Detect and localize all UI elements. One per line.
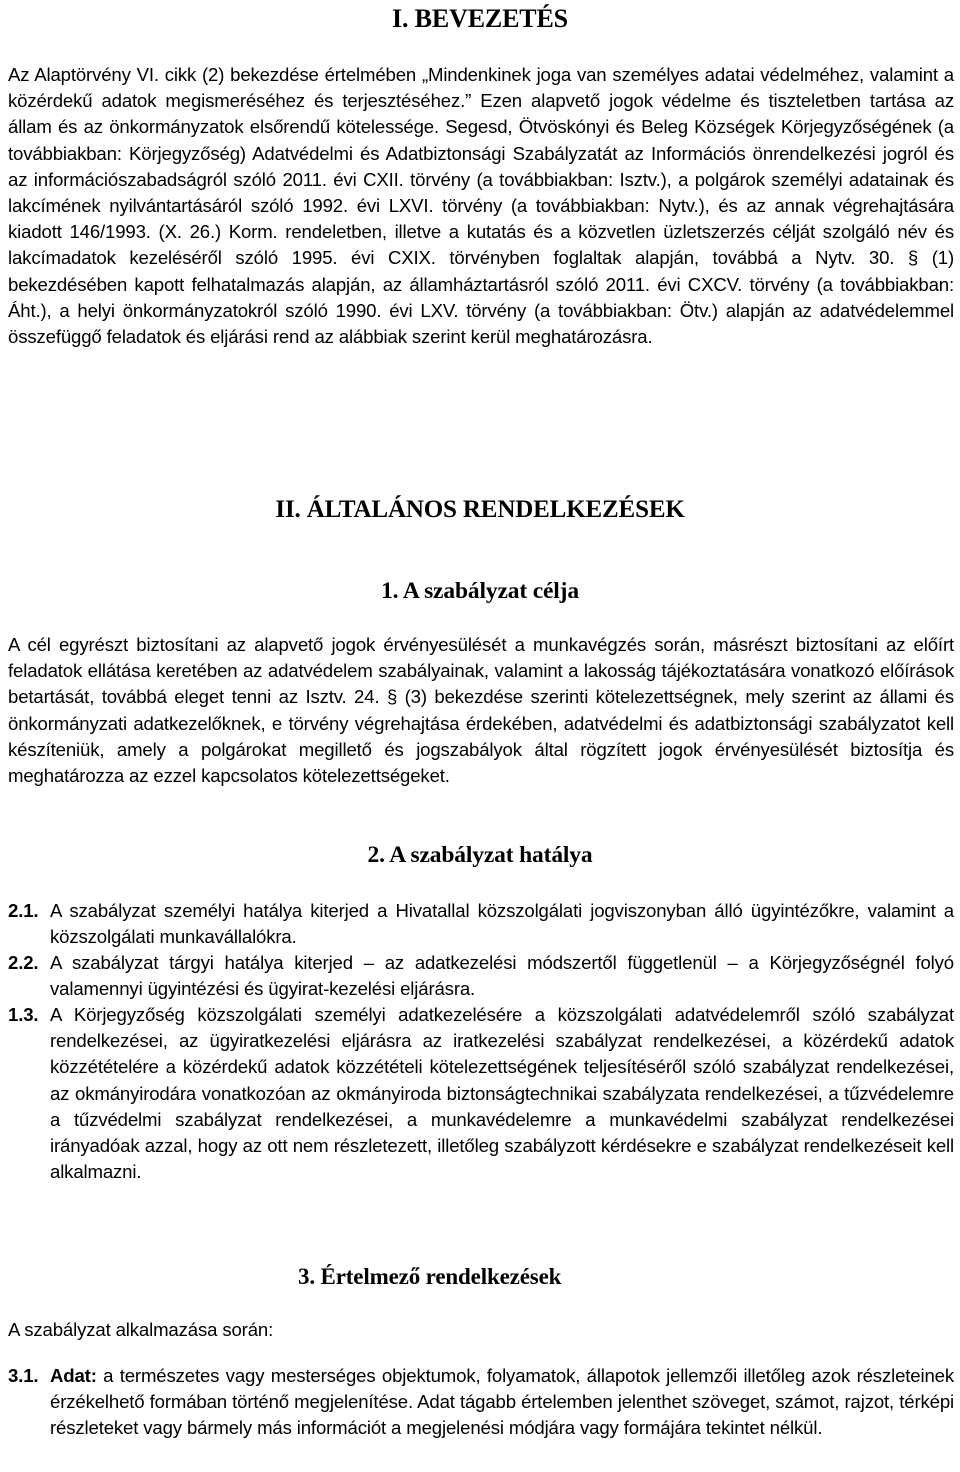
item-number: 3.1. — [8, 1365, 39, 1386]
heading-altalanos-rendelkezesek: II. ÁLTALÁNOS RENDELKEZÉSEK — [275, 496, 685, 523]
item-number: 2.1. — [8, 900, 39, 921]
definition-item — [8, 1363, 954, 1442]
definition-text: a természetes vagy mesterséges objektumok, folyamatok, állapotok jellemzői illetőleg azok részleteinek érzékelhető formában történő megjelenítése. Adat tágabb értelemben jelenthet szöveget, számot, rajzot, térképi részleteket vagy bármely más információt a megjelenési módjára vagy formájára tekintet nélkül. — [50, 1365, 954, 1439]
heading-szabalyzat-hatalya: 2. A szabályzat hatálya — [367, 842, 593, 868]
item-text: A szabályzat személyi hatálya kiterjed a Hivatallal közszolgálati jogviszonyban álló ügyintézőkre, valamint a közszolgálati munkavállalókra. — [50, 900, 954, 948]
list-item — [8, 898, 954, 950]
alkalmazas-line: A szabályzat alkalmazása során: — [8, 1319, 274, 1340]
heading-bevezetes: I. BEVEZETÉS — [392, 4, 568, 33]
item-text: A szabályzat tárgyi hatálya kiterjed – az adatkezelési módszertől függetlenül – a Körjegyzőségnél folyó valamennyi ügyintézési és ügyirat-kezelési eljárásra. — [50, 952, 954, 1000]
list-item — [8, 950, 954, 1002]
definition-term: Adat: — [50, 1365, 97, 1386]
definition-body — [8, 1363, 954, 1442]
heading-szabalyzat-celja: 1. A szabályzat célja — [381, 578, 579, 604]
item-number: 1.3. — [8, 1004, 39, 1025]
intro-paragraph: Az Alaptörvény VI. cikk (2) bekezdése értelmében „Mindenkinek joga van személyes adatai védelméhez, valamint a közérdekű adatok megismeréséhez és terjesztéséhez.” Ezen alapvető jogok védelme és tiszteletben tartása az állam és az önkormányzatok elsőrendű kötelessége. Segesd, Ötvöskónyi és Beleg Községek Körjegyzőségének (a továbbiakban: Körjegyzőség) Adatvédelmi és Adatbiztonsági Szabályzatát az Információs önrendelkezési jogról és az információszabadságról szóló 2011. évi CXII. törvény (a továbbiakban: Isztv.), a polgárok személyi adatainak és lakcímének nyilvántartásáról szóló 1992. évi LXVI. törvény (a továbbiakban: Nytv.), és az annak végrehajtására kiadott 146/1993. (X. 26.) Korm. rendeletben, illetve a kutatás és a közvetlen üzletszerzés célját szolgáló név és lakcímadatok kezeléséről szóló 1995. évi CXIX. törvényben foglaltak alapján, továbbá a Nytv. 30. § (1) bekezdésében kapott felhatalmazás alapján, az államháztartásról szóló 2011. évi CXCV. törvény (a továbbiakban: Áht.), a helyi önkormányzatokról szóló 1990. évi LXV. törvény (a továbbiakban: Ötv.) alapján az adatvédelemmel összefüggő feladatok és eljárási rend az alábbiak szerint kerül meghatározásra. — [8, 64, 954, 348]
heading-ertelmezo-rendelkezesek: 3. Értelmező rendelkezések — [298, 1264, 562, 1289]
list-item — [8, 1002, 954, 1185]
item-text: A Körjegyzőség közszolgálati személyi adatkezelésére a közszolgálati adatvédelemről szóló szabályzat rendelkezései, az ügyiratkezelési eljárásra az iratkezelési szabályzat rendelkezései, a közérdekű adatok közzétételére a közérdekű adatok közzétételi kötelezettségének teljesítéséről szóló szabályzat rendelkezései, az okmányirodára vonatkozóan az okmányiroda biztonságtechnikai szabályzata rendelkezései, a tűzvédelemre a tűzvédelmi szabályzat rendelkezései, a munkavédelemre a munkavédelmi szabályzat rendelkezései irányadóak azzal, hogy az ott nem részletezett, illetőleg szabályzott kérdésekre e szabályzat rendelkezéseit kell alkalmazni. — [50, 1004, 954, 1183]
item-number: 2.2. — [8, 952, 39, 973]
cel-paragraph: A cél egyrészt biztosítani az alapvető jogok érvényesülését a munkavégzés során, másrészt biztosítani az előírt feladatok ellátása keretében az adatvédelem szabályainak, valamint a lakosság tájékoztatására vonatkozó előírások betartását, továbbá eleget tenni az Isztv. 24. § (3) bekezdése szerinti kötelezettségnek, mely szerint az állami és önkormányzati adatkezelőknek, e törvény végrehajtása érdekében, adatvédelmi és adatbiztonsági szabályzatot kell készíteniük, amely a polgárokat megillető és jogszabályok által rögzített jogok érvényesülését biztosítja és meghatározza az ezzel kapcsolatos kötelezettségeket. — [8, 634, 954, 787]
